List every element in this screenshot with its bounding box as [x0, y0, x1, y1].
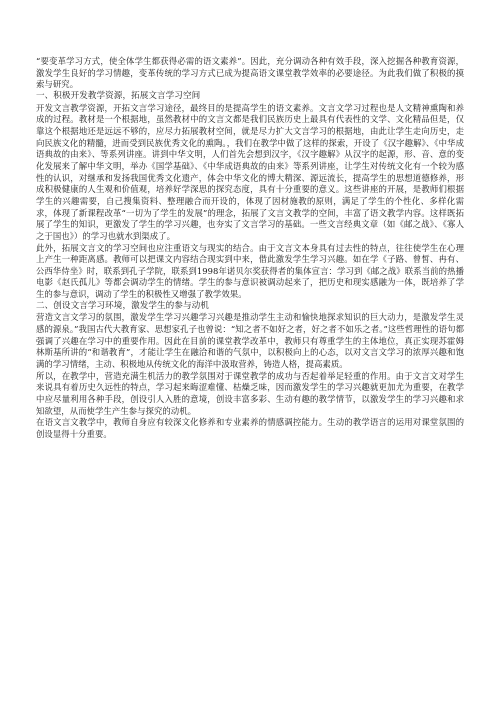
section-heading-2: 二、创设文言学习环境，激发学生的参与动机 — [36, 300, 209, 311]
intro-paragraph: “要变革学习方式，使全体学生都获得必需的语文素养”。因此，充分调动各种有效手段，深入挖掘各种教育资源，激发学生良好的学习情趣，变革传统的学习方式已成为提高语文课堂教学效率的必要途径。为此我们做了积极的摸索与研究。 — [36, 56, 464, 90]
section-2-paragraph-2: 所以，在教学中，营造充满生机活力的教学氛围对于课堂教学的成功与否起着举足轻重的作用。由于文言文对学生来说具有着历史久远性的特点，学习起来晦涩难懂、枯燥乏味，因而激发学生的学习兴趣就更加尤为重要，在教学中应尽量利用各种手段，创设引人入胜的意境，创设丰富多彩、生动有趣的教学情节，以激发学生的学习兴趣和求知欲望，从而使学生产生参与探究的动机。 — [36, 370, 464, 416]
section-2-paragraph-1: 营造文言文学习的氛围，激发学生学习兴趣学习兴趣是推动学生主动和愉快地探求知识的巨大动力，是激发学生灵感的源泉。”我国古代大教育家、思想家孔子也曾说：“知之者不如好之者，好之者不如乐之者。”这些哲理性的语句都强调了兴趣在学习中的重要作用。因此在目前的课堂教学改革中，教师只有尊重学生的主体地位，真正实现苏霍姆林斯基所讲的“和谐教育”，才能让学生在融洽和谐的气氛中，以积极向上的心态，以对文言文学习的浓厚兴趣和饱满的学习情绪，主动、积极地从传统文化的海洋中汲取营养，铸造人格，提高素质。 — [36, 312, 464, 370]
section-2-paragraph-3: 在语文言文教学中，教师自身应有较深文化修养和专业素养的情感调控能力。生动的教学语言的运用对课堂氛围的创设显得十分重要。 — [36, 417, 464, 439]
article-body — [36, 56, 464, 441]
section-1-paragraph-2: 此外，拓展文言文的学习空间也应注重语文与现实的结合。由于文言文本身具有过去性的特点，往往使学生在心理上产生一种距离感。教师可以把课文内容结合现实到中来，借此激发学生学习兴趣。如在学《子路、曾皙、冉有、公西华侍坐》时，联系到孔子学院，联系到1998年诺贝尔奖获得者的集体宣言：学习到《邮之战》联系当前的热播电影《赵氏孤儿》等都会调动学生的情绪。学生的参与意识被调动起来了，把历史和现实感融为一体，既培养了学生的参与意识，调动了学生的积极性又增强了教学效果。 — [36, 242, 464, 300]
section-1-paragraph-1: 开发文言教学资源，开拓文言学习途径，最终目的是提高学生的语文素养。文言文学习过程也是人文精神熏陶和养成的过程。教材是一个根据地，虽然教材中的文言文都是我们民族历史上最具有代表性的文学、文化精品但是，仅靠这个根据地还是远远不够的，应尽力拓展教材空间，就是尽力扩大文言学习的根据地，由此让学生走向历史，走向民族文化的精髓，进而受到民族优秀文化的熏陶。，我们在教学中做了这样的探索，开设了《汉字趣解》、《中华成语典故的由来》、等系列讲座。讲到中华文明，人们首先会想到汉字，《汉字趣解》从汉字的起源，形、音、意的变化发展来了解中华文明，举办《国学基础》、《中华成语典故的由来》等系列讲座，让学生对传统文化有一个较为感性的认识，对继承和发扬我国优秀文化遗产，体会中华文化的博大精深、源远流长，提高学生的思想道德修养，形成积极健康的人生观和价值观，培养好学深思的探究态度，具有十分重要的意义。这些讲座的开展，是教师们根据学生的兴趣需要，自己搜集资料、整理融合而开设的，体现了因材施教的原则，满足了学生的个性化、多样化需求，体现了新课程改革“一切为了学生的发展”的理念，拓展了文言文教学的空间，丰富了语文教学内容。这样既拓展了学生的知识，更激发了学生的学习兴趣，也夯实了文言学习的基础。一些文言经典文章（如《邮之战》、《寡人之于国也》）的学习也就水到渠成了。 — [36, 102, 464, 241]
section-heading-1: 一、积极开发教学资源，拓展文言学习空间 — [36, 90, 201, 101]
